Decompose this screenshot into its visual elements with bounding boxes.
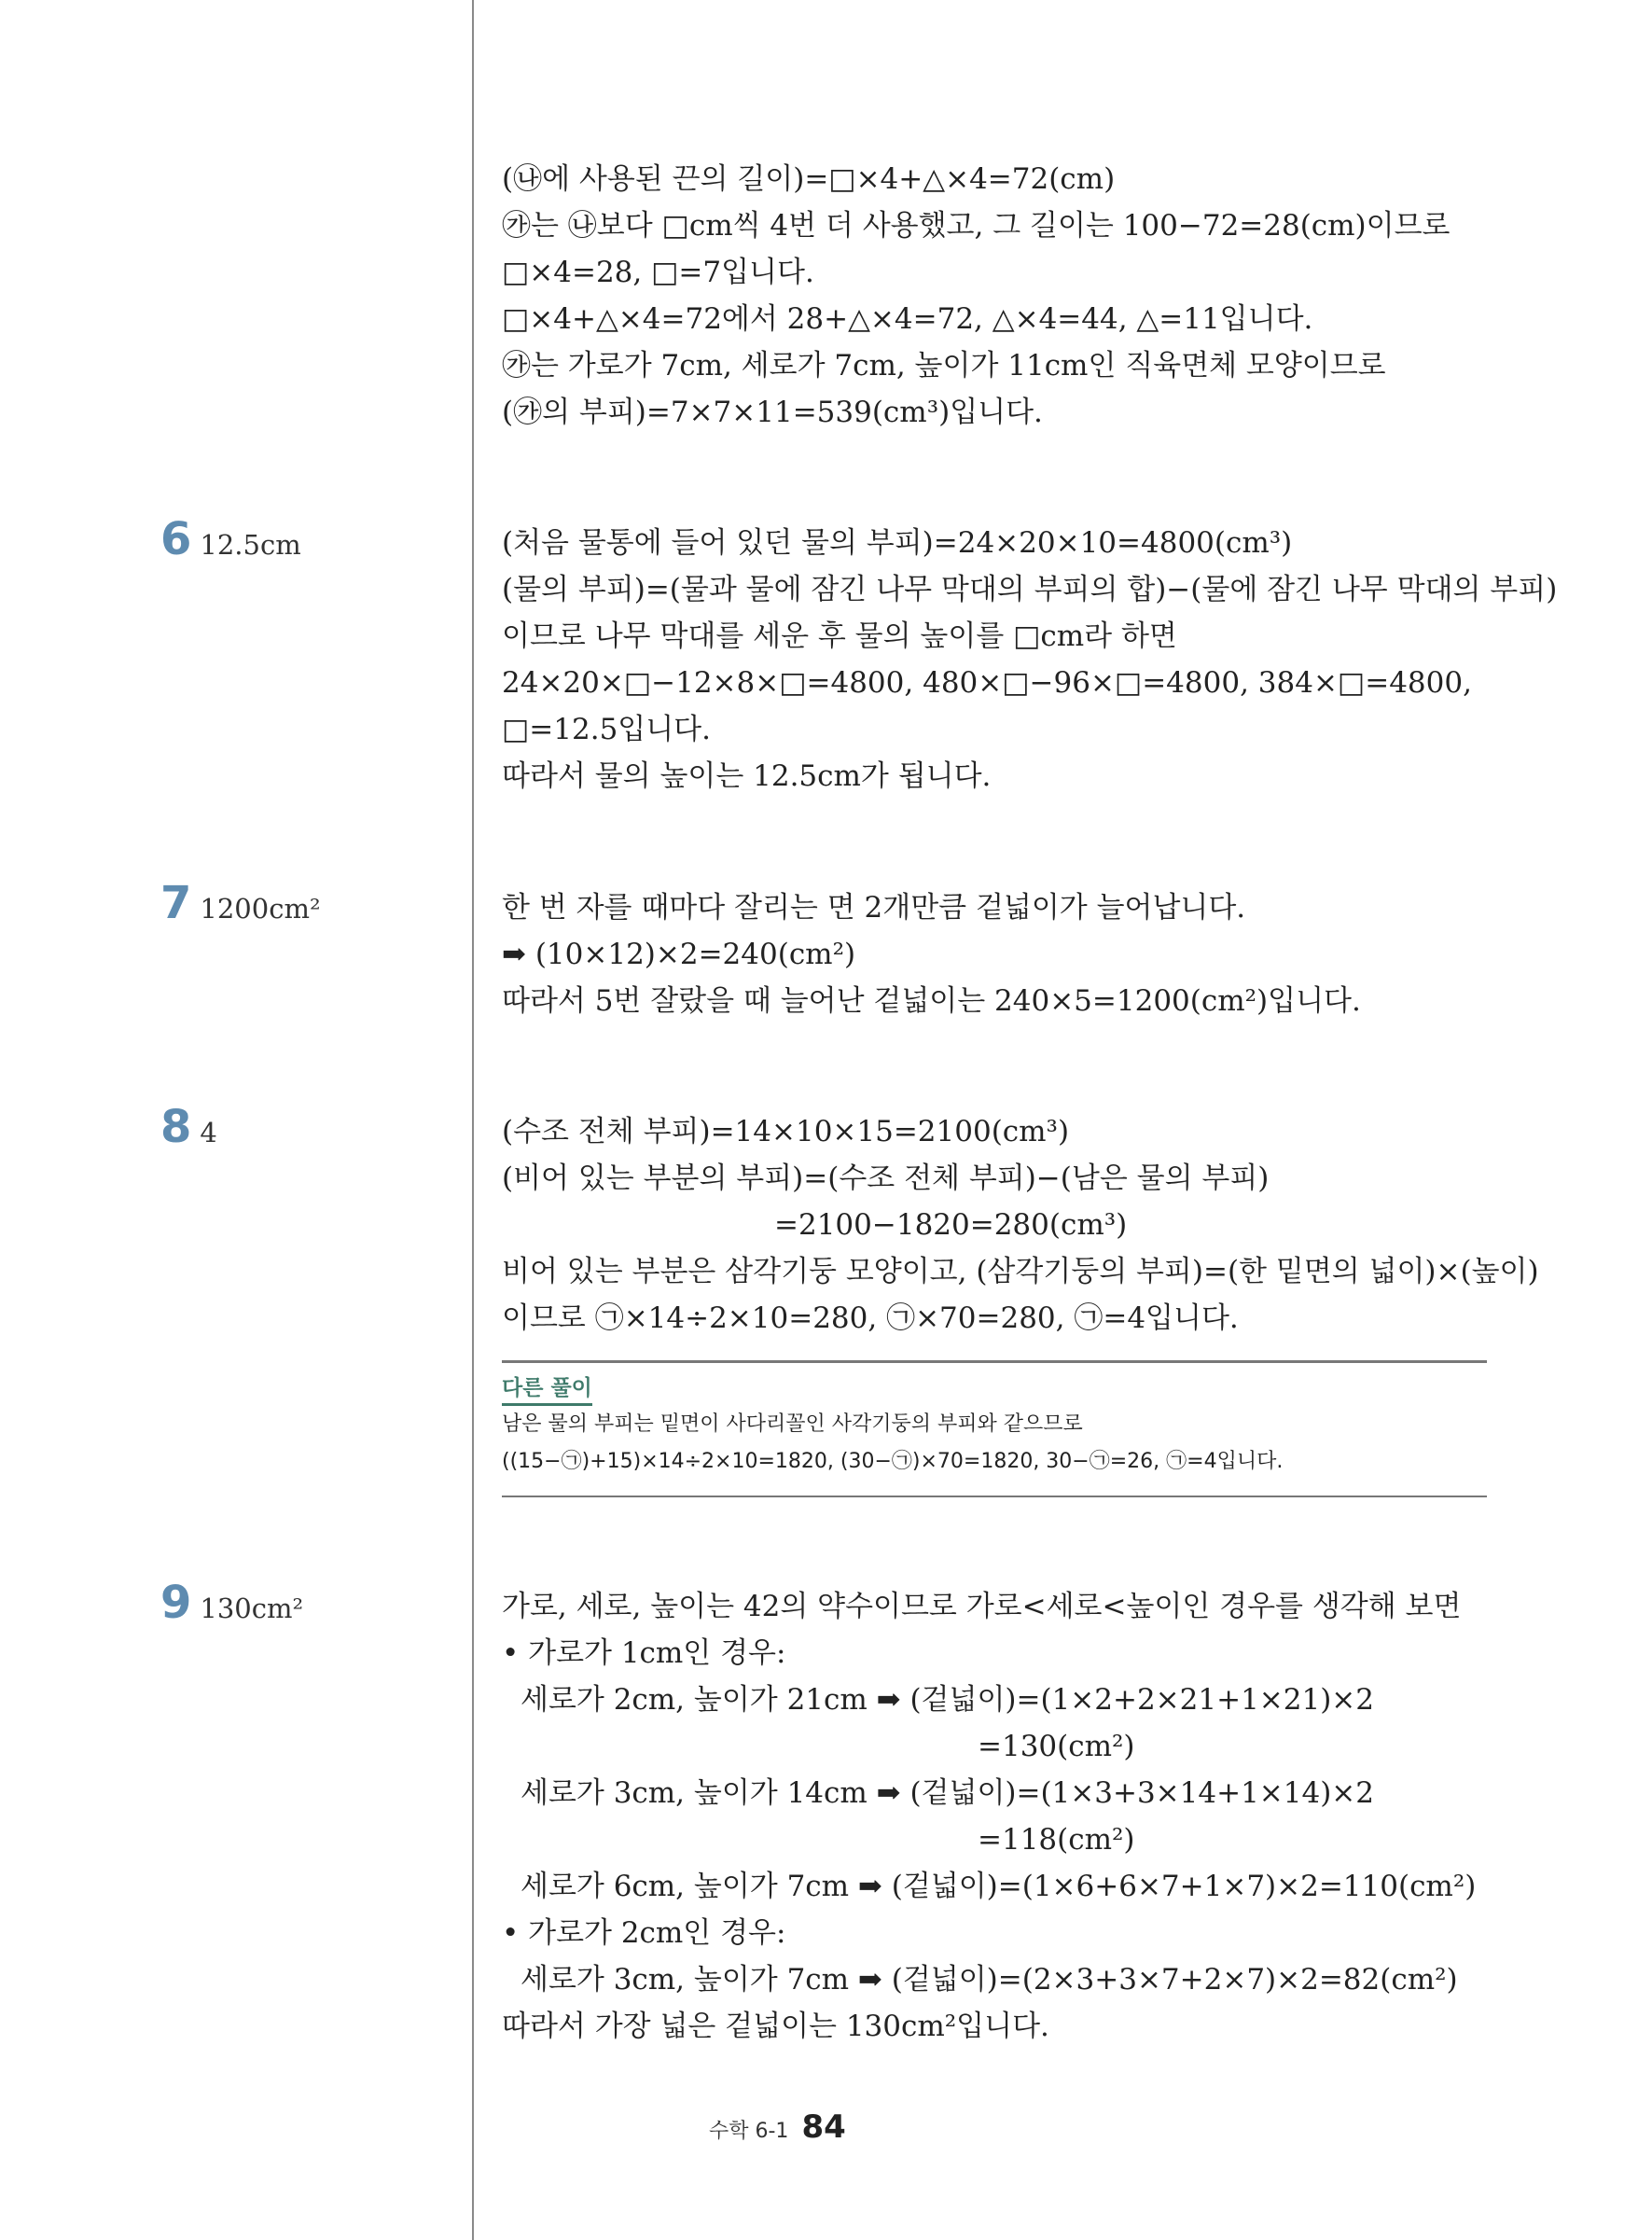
solution-line: 가로, 세로, 높이는 42의 약수이므로 가로<세로<높이인 경우를 생각해 보면 <box>502 1590 1462 1623</box>
alternative-solution-box <box>502 1360 1487 1497</box>
solution-line: 세로가 3cm, 높이가 7cm ➡ (겉넓이)=(2×3+3×7+2×7)×2=82(cm²) <box>521 1963 1458 1997</box>
solution-line: 24×20×□−12×8×□=4800, 480×□−96×□=4800, 384×□=4800, <box>502 666 1472 700</box>
book-title: 수학 6-1 <box>709 2120 789 2143</box>
answer-value: 130cm² <box>200 1593 304 1624</box>
problem-9-answer <box>160 1577 303 1629</box>
answer-value: 1200cm² <box>200 893 321 925</box>
solution-line: 세로가 3cm, 높이가 14cm ➡ (겉넓이)=(1×3+3×14+1×14)×2 <box>521 1776 1375 1810</box>
solution-line: (처음 물통에 들어 있던 물의 부피)=24×20×10=4800(cm³) <box>502 526 1293 560</box>
solution-line: 한 번 자를 때마다 잘리는 면 2개만큼 겉넓이가 늘어납니다. <box>502 891 1246 925</box>
solution-line: • 가로가 2cm인 경우: <box>502 1916 786 1950</box>
solution-line: □×4+△×4=72에서 28+△×4=72, △×4=44, △=11입니다. <box>502 302 1313 336</box>
solution-line: □×4=28, □=7입니다. <box>502 256 814 289</box>
solution-line: 세로가 2cm, 높이가 21cm ➡ (겉넓이)=(1×2+2×21+1×21)×2 <box>521 1683 1375 1717</box>
solution-line: 이므로 ㉠×14÷2×10=280, ㉠×70=280, ㉠=4입니다. <box>502 1301 1239 1335</box>
solution-line: 따라서 가장 넓은 겉넓이는 130cm²입니다. <box>502 2010 1049 2043</box>
answer-value: 12.5cm <box>200 529 301 561</box>
solution-line: (비어 있는 부분의 부피)=(수조 전체 부피)−(남은 물의 부피) <box>502 1162 1270 1195</box>
problem-8-solution <box>502 1108 1539 1342</box>
solution-line: =2100−1820=280(cm³) <box>774 1208 1128 1242</box>
page-number: 84 <box>801 2108 846 2146</box>
solution-line: 따라서 물의 높이는 12.5cm가 됩니다. <box>502 759 992 793</box>
alternative-solution-line: ((15−㉠)+15)×14÷2×10=1820, (30−㉠)×70=1820, 30−㉠=26, ㉠=4입니다. <box>502 1450 1284 1473</box>
solution-line: 따라서 5번 잘랐을 때 늘어난 겉넓이는 240×5=1200(cm²)입니다. <box>502 984 1361 1018</box>
solution-line: 세로가 6cm, 높이가 7cm ➡ (겉넓이)=(1×6+6×7+1×7)×2=110(cm²) <box>521 1870 1477 1903</box>
solution-line: (㉮의 부피)=7×7×11=539(cm³)입니다. <box>502 396 1043 429</box>
solution-line: 비어 있는 부분은 삼각기둥 모양이고, (삼각기둥의 부피)=(한 밑면의 넓이)×(높이) <box>502 1255 1539 1288</box>
problem-7-answer <box>160 877 321 929</box>
solution-line: □=12.5입니다. <box>502 713 711 746</box>
problem-6-solution <box>502 520 1558 800</box>
answer-value: 4 <box>200 1117 217 1148</box>
problem-number: 7 <box>160 877 191 929</box>
problem-number: 8 <box>160 1101 191 1153</box>
alternative-solution-line: 남은 물의 부피는 밑면이 사다리꼴인 사각기둥의 부피와 같으므로 <box>502 1412 1083 1436</box>
section-5-solution <box>502 156 1500 436</box>
solution-line: ㉮는 ㉯보다 □cm씩 4번 더 사용했고, 그 길이는 100−72=28(cm)이므로 <box>502 209 1451 243</box>
column-divider <box>472 0 474 2240</box>
solution-line: ➡ (10×12)×2=240(cm²) <box>502 938 856 971</box>
solution-line: (물의 부피)=(물과 물에 잠긴 나무 막대의 부피의 합)−(물에 잠긴 나무 막대의 부피) <box>502 573 1558 606</box>
solution-line: =118(cm²) <box>978 1823 1135 1857</box>
problem-6-answer <box>160 513 301 565</box>
problem-number: 9 <box>160 1577 191 1629</box>
solution-line: (수조 전체 부피)=14×10×15=2100(cm³) <box>502 1115 1070 1148</box>
solution-line: • 가로가 1cm인 경우: <box>502 1636 786 1670</box>
solution-line: 이므로 나무 막대를 세운 후 물의 높이를 □cm라 하면 <box>502 619 1177 653</box>
alternative-solution-label: 다른 풀이 <box>502 1370 592 1406</box>
problem-9-solution <box>502 1583 1500 2050</box>
page-footer <box>709 2108 846 2146</box>
problem-8-answer <box>160 1101 217 1153</box>
problem-number: 6 <box>160 513 191 565</box>
solution-line: ㉮는 가로가 7cm, 세로가 7cm, 높이가 11cm인 직육면체 모양이므로 <box>502 349 1386 383</box>
problem-7-solution <box>502 884 1500 1024</box>
solution-line: =130(cm²) <box>978 1730 1135 1763</box>
solution-line: (㉯에 사용된 끈의 길이)=□×4+△×4=72(cm) <box>502 162 1116 196</box>
